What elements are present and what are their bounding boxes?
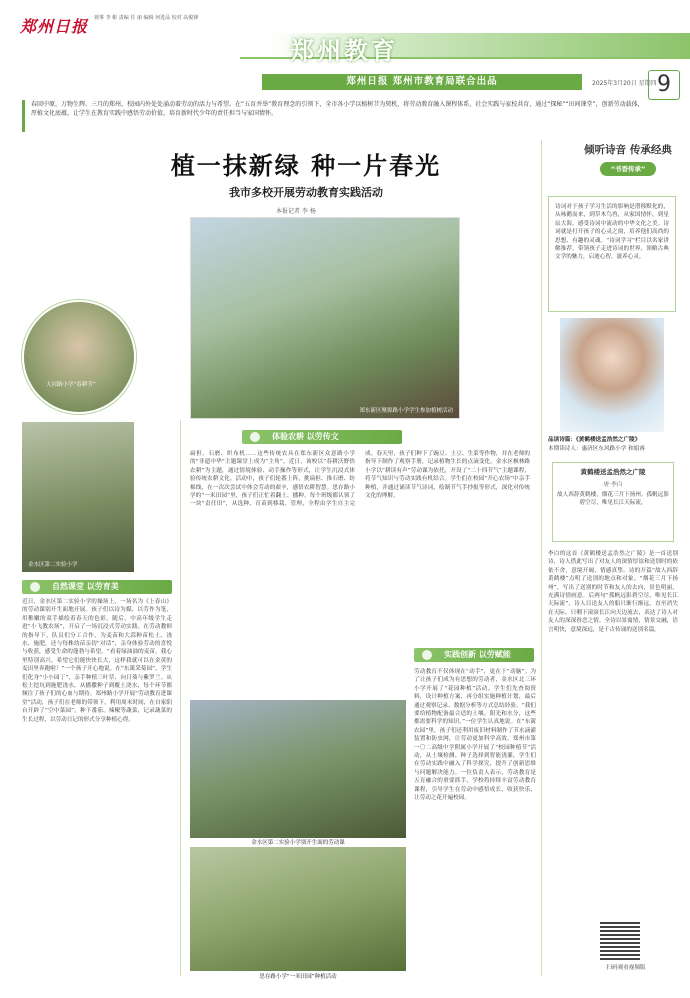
sidebar-title: 倾听诗音 传承经典 bbox=[584, 144, 672, 156]
column-divider bbox=[180, 420, 181, 976]
leaf-icon bbox=[250, 432, 260, 442]
section-heading-innovation bbox=[414, 648, 534, 662]
poem-analysis: 李白的这首《黄鹤楼送孟浩然之广陵》是一首送别诗，诗人借此写出了对友人的深情厚谊和送别时的依依不舍，意境开阔，情感真挚。诗的开篇“故人西辞黄鹤楼”点明了送别的地点和对象。“烟花三月下扬州”，写出了送别的时节和友人的去向，景色明丽，充满诗情画意。后两句“孤帆远影碧空尽，唯见长江天际流”，诗人目送友人的船只渐行渐远，直至消失在天际，只剩下滚滚长江向天边流去，表达了诗人对友人的深深眷恋之情。全诗以景寓情，情景交融，语言明快，意境深远，是千古传诵的送别名篇。 bbox=[548, 551, 678, 633]
host-caption: 品读诗篇：《黄鹤楼送孟浩然之广陵》 bbox=[548, 437, 641, 443]
circle-photo bbox=[22, 300, 136, 414]
section-body-farming: 扁担、石磨、织布机……这些传统农具在郑东新区众意路小学的“非遗中华”主题课堂上成为“主角”。近日，该校以“春耕沃野悟农耕”为主题，通过情境体验、动手操作等形式，让学生沉浸式体验传统农耕文化。活动中，孩子们轮番上阵，挑扁担、推石磨、纺棉线，在一次次尝试中体会劳动的艰辛，感悟农耕智慧。思存路小学的“一米田园”里，孩子们正忙着翻土、播种。每个班级都认领了一块“责任田”，从选种、育苗到移栽、管理，全程由学生自主完成。春天里，孩子们种下了豌豆、土豆、生菜等作物，并在老师的指导下制作了观察手册，记录植物生长的点滴变化。金水区枫林路小学以“耕读有声”劳动课为依托，开设了“二十四节气”主题课程，将节气知识与劳动实践有机结合。学生们在校园“开心农场”中亲手种植，并通过诵读节气诗词、绘制节气手抄报等形式，深化对传统文化的理解。 bbox=[190, 451, 530, 508]
bottom-photo bbox=[190, 847, 406, 971]
article-byline: 本报记者 李 杨 bbox=[276, 208, 316, 215]
sidebar-intro-box bbox=[548, 196, 676, 312]
poem-author: 唐·李白 bbox=[603, 482, 623, 488]
sidebar-intro: 诗词对于孩子学习生活的影响是潜移默化的，从咏鹅而来，到草木鸟兽，从家国情怀，到星辰大海，感受诗词中流动的中华文化之美。诗词就是打开孩子的心灵之窗，培养他们高尚的思想、有趣的灵魂。“诗词学习”栏目以名家讲解推荐，带领孩子走进诗词的世界，领略古典文学的魅力，启迪心智，滋养心灵。 bbox=[555, 204, 669, 261]
section-title: 郑州教育 bbox=[290, 37, 398, 65]
poem-title: 黄鹤楼送孟浩然之广陵 bbox=[580, 468, 646, 476]
host-name: 本期读诗人：惠济区东风路小学 和娟睿 bbox=[548, 446, 645, 452]
newspaper-logo: 郑州日报 bbox=[20, 17, 89, 36]
page-number: 9 bbox=[648, 70, 680, 100]
section-heading-label: 实践创新 以劳赋能 bbox=[444, 650, 511, 659]
section-subhead: 郑州日报 郑州市教育局联合出品 bbox=[262, 74, 582, 90]
sidebar-badge: “书香传承” bbox=[600, 162, 656, 176]
section-heading-farming bbox=[242, 430, 402, 444]
side-photo-caption: 金水区第二实验小学 bbox=[28, 562, 78, 568]
main-photo bbox=[190, 217, 460, 419]
scan-label: 扫码观看视频版 bbox=[606, 965, 646, 971]
mid-photo bbox=[190, 700, 406, 838]
article-headline: 植一抹新绿 种一片春光 bbox=[170, 152, 442, 180]
mid-photo-caption: 金水区第二实验小学别开生面的劳动课 bbox=[251, 840, 345, 846]
circle-photo-caption: 大河路小学“春耕节” bbox=[46, 382, 96, 388]
section-heading-label: 体验农耕 以劳传文 bbox=[272, 432, 339, 441]
leaf-icon bbox=[30, 582, 40, 592]
section-body-nature: 近日，金水区第二实验小学的操场上，一场名为《上春山》的劳动课别开生面地开展。孩子们以诗为媒，以劳作为笔，用稚嫩的双手描绘着春天的色彩。随后，中高年级学生走进“小飞教农场”，开启了一场沉浸式劳动实践。在劳动教师的指导下，队员们分工合作，为麦苗和大蒜种苗松土、浇水、施肥，还与每株幼苗亲切“对话”，亲身体验劳动的喜悦与收获，感受生命的蓬勃与希望。“看着绿油油的麦苗，我心里特别高兴。希望它们能快快长大，这样我就可以在金黄的麦田里奔跑啦！”一个孩子开心地说。在“东篱采菊园”，学生们化身“小小园丁”，亲手种植三叶草、向日葵与紫罗兰。从松土挖坑到施肥浇水，从播撒种子到覆土浇水，每个环节都倾注了孩子们的心血与期待。郑州路小学开展“劳动教育进课堂”活动，孩子们在老师的带领下，利用周末时间，在自家阳台开辟了“空中菜园”，种下番茄、辣椒等蔬菜，记录蔬菜的生长过程，以劳动日记的形式分享种植心得。 bbox=[22, 599, 172, 723]
poem-text: 故人西辞黄鹤楼，烟花三月下扬州。孤帆远影碧空尽，唯见长江天际流。 bbox=[557, 492, 669, 507]
lead-paragraph: 春回中原，万物生辉。三月的郑州，校园内外处处涌动着劳动的活力与希望。在“五育并举”教育理念的引领下，全市各小学以植树节为契机，将劳动教育融入课程体系，社会实践与家校共育，通过“探秘”“田间课堂”，创新劳动载体，厚植文化底蕴，让学生在教育实践中感悟劳动价值，培育新时代少年的责任担当与家国情怀。 bbox=[22, 100, 644, 132]
main-photo-caption: 郑东新区聚源路小学学生参加植树活动 bbox=[359, 408, 453, 414]
section-heading-label: 自然课堂 以劳育美 bbox=[52, 582, 119, 591]
section-heading-nature bbox=[22, 580, 172, 594]
section-body-innovation: 劳动教育不仅体现在“动手”，更在于“动脑”。为了让孩子们成为有思想的劳动者，金水区北三环小学开展了“花园种植”活动。学生们先查阅资料，设计种植方案，再分组实施种植计划，最后通过观察记录、数据分析等方式总结经验。“我们要给植物配备最合适的土壤、阳光和水分，这些都需要科学的知识。”一位学生认真地说。在“东篱农园”里，孩子们还利用废旧材料制作了节水滴灌装置和防虫网，让劳动更加科学高效。郑州市第一〇二高级中学附属小学开展了“校园种植节”活动，从土壤检测、种子选择到智能浇灌，学生们在劳动实践中融入了科学探究，提升了创新思维与问题解决能力。一位负责人表示，劳动教育是五育融合的重要抓手，学校将持续丰富劳动教育课程，引导学生在劳动中感悟成长、收获快乐，让劳动之花开遍校园。 bbox=[414, 669, 536, 802]
side-photo bbox=[22, 422, 134, 572]
leaf-icon bbox=[422, 650, 432, 660]
bottom-photo-caption: 思存路小学“一米田园”种植活动 bbox=[259, 974, 337, 980]
sidebar-divider bbox=[541, 140, 542, 976]
poem-card bbox=[552, 462, 674, 542]
reader-portrait bbox=[560, 318, 664, 432]
staff-credits: 视事 李 彬 责编 任 丽 编辑 何进品 校对 高俊锋 bbox=[94, 15, 199, 21]
article-subtitle: 我市多校开展劳动教育实践活动 bbox=[229, 186, 383, 199]
qr-code-icon[interactable] bbox=[600, 920, 640, 960]
issue-date: 2025年3月20日 星期四 bbox=[592, 80, 657, 87]
